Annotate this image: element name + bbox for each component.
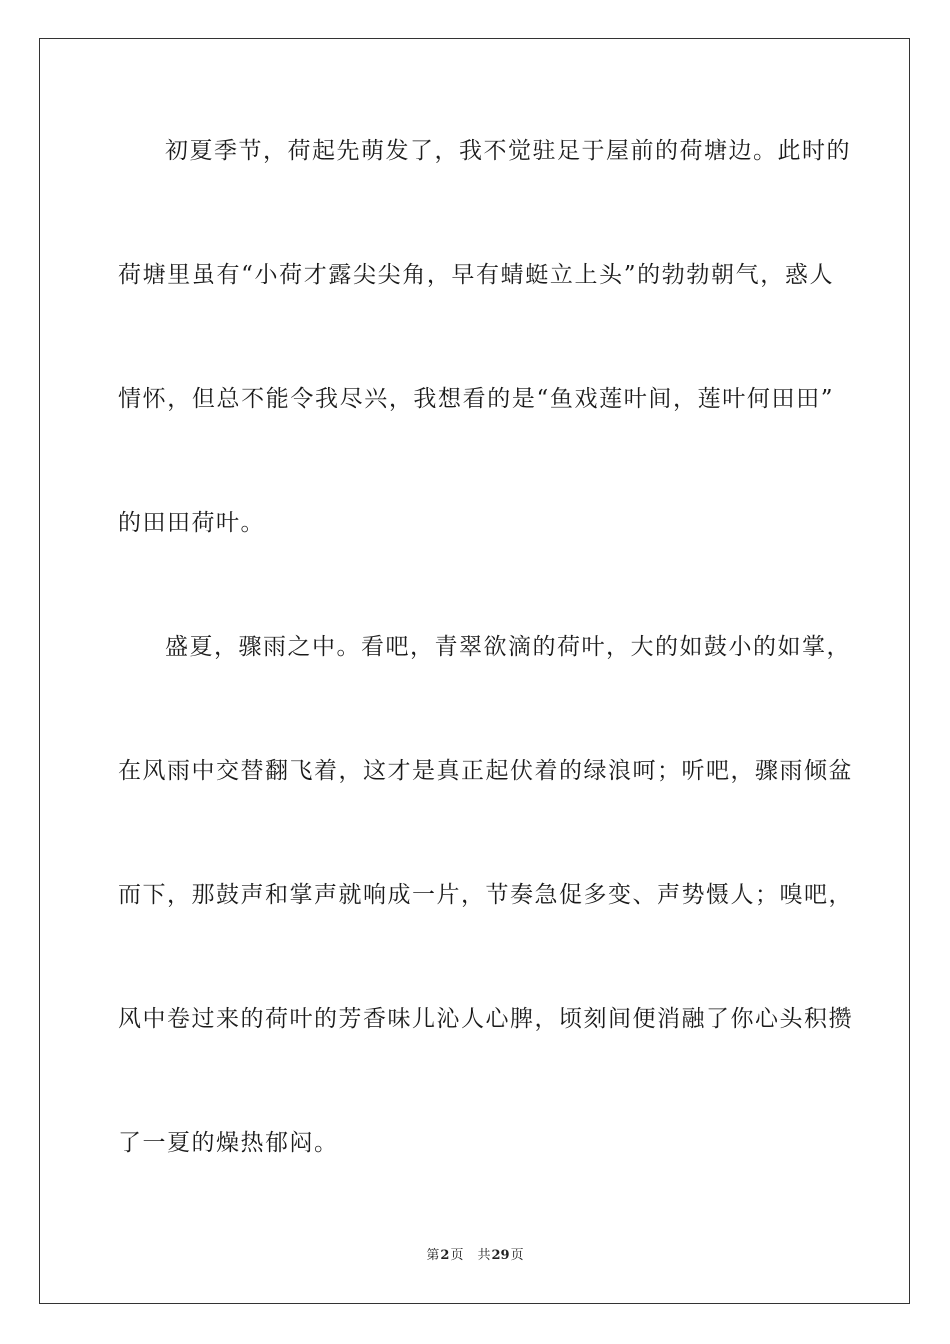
paragraph-2-line-2: 在风雨中交替翻飞着，这才是真正起伏着的绿浪呵；听吧，骤雨倾盆: [118, 758, 853, 784]
paragraph-1-line-2: 荷塘里虽有“小荷才露尖尖角，早有蜻蜓立上头”的勃勃朝气，惑人: [118, 262, 834, 288]
total-prefix: 共: [477, 1248, 491, 1263]
paragraph-2-line-3: 而下，那鼓声和掌声就响成一片，节奏急促多变、声势慑人；嗅吧，: [118, 882, 853, 908]
total-page-number: 29: [491, 1248, 510, 1263]
paragraph-1-line-3: 情怀，但总不能令我尽兴，我想看的是“鱼戏莲叶间，莲叶何田田”: [118, 386, 834, 412]
paragraph-2-line-4: 风中卷过来的荷叶的芳香味儿沁人心脾，顷刻间便消融了你心头积攒: [118, 1006, 853, 1032]
paragraph-1-line-4: 的田田荷叶。: [118, 510, 265, 536]
page-footer: [0, 1247, 950, 1265]
total-suffix: 页: [510, 1248, 524, 1263]
page-prefix: 第: [426, 1248, 440, 1263]
current-page-number: 2: [440, 1248, 450, 1263]
paragraph-2-line-5: 了一夏的燥热郁闷。: [118, 1130, 339, 1156]
page-border: [39, 38, 910, 1304]
page-suffix: 页: [450, 1248, 464, 1263]
paragraph-2-line-1: 盛夏，骤雨之中。看吧，青翠欲滴的荷叶，大的如鼓小的如掌，: [165, 634, 851, 660]
paragraph-1-line-1: 初夏季节，荷起先萌发了，我不觉驻足于屋前的荷塘边。此时的: [165, 138, 851, 164]
